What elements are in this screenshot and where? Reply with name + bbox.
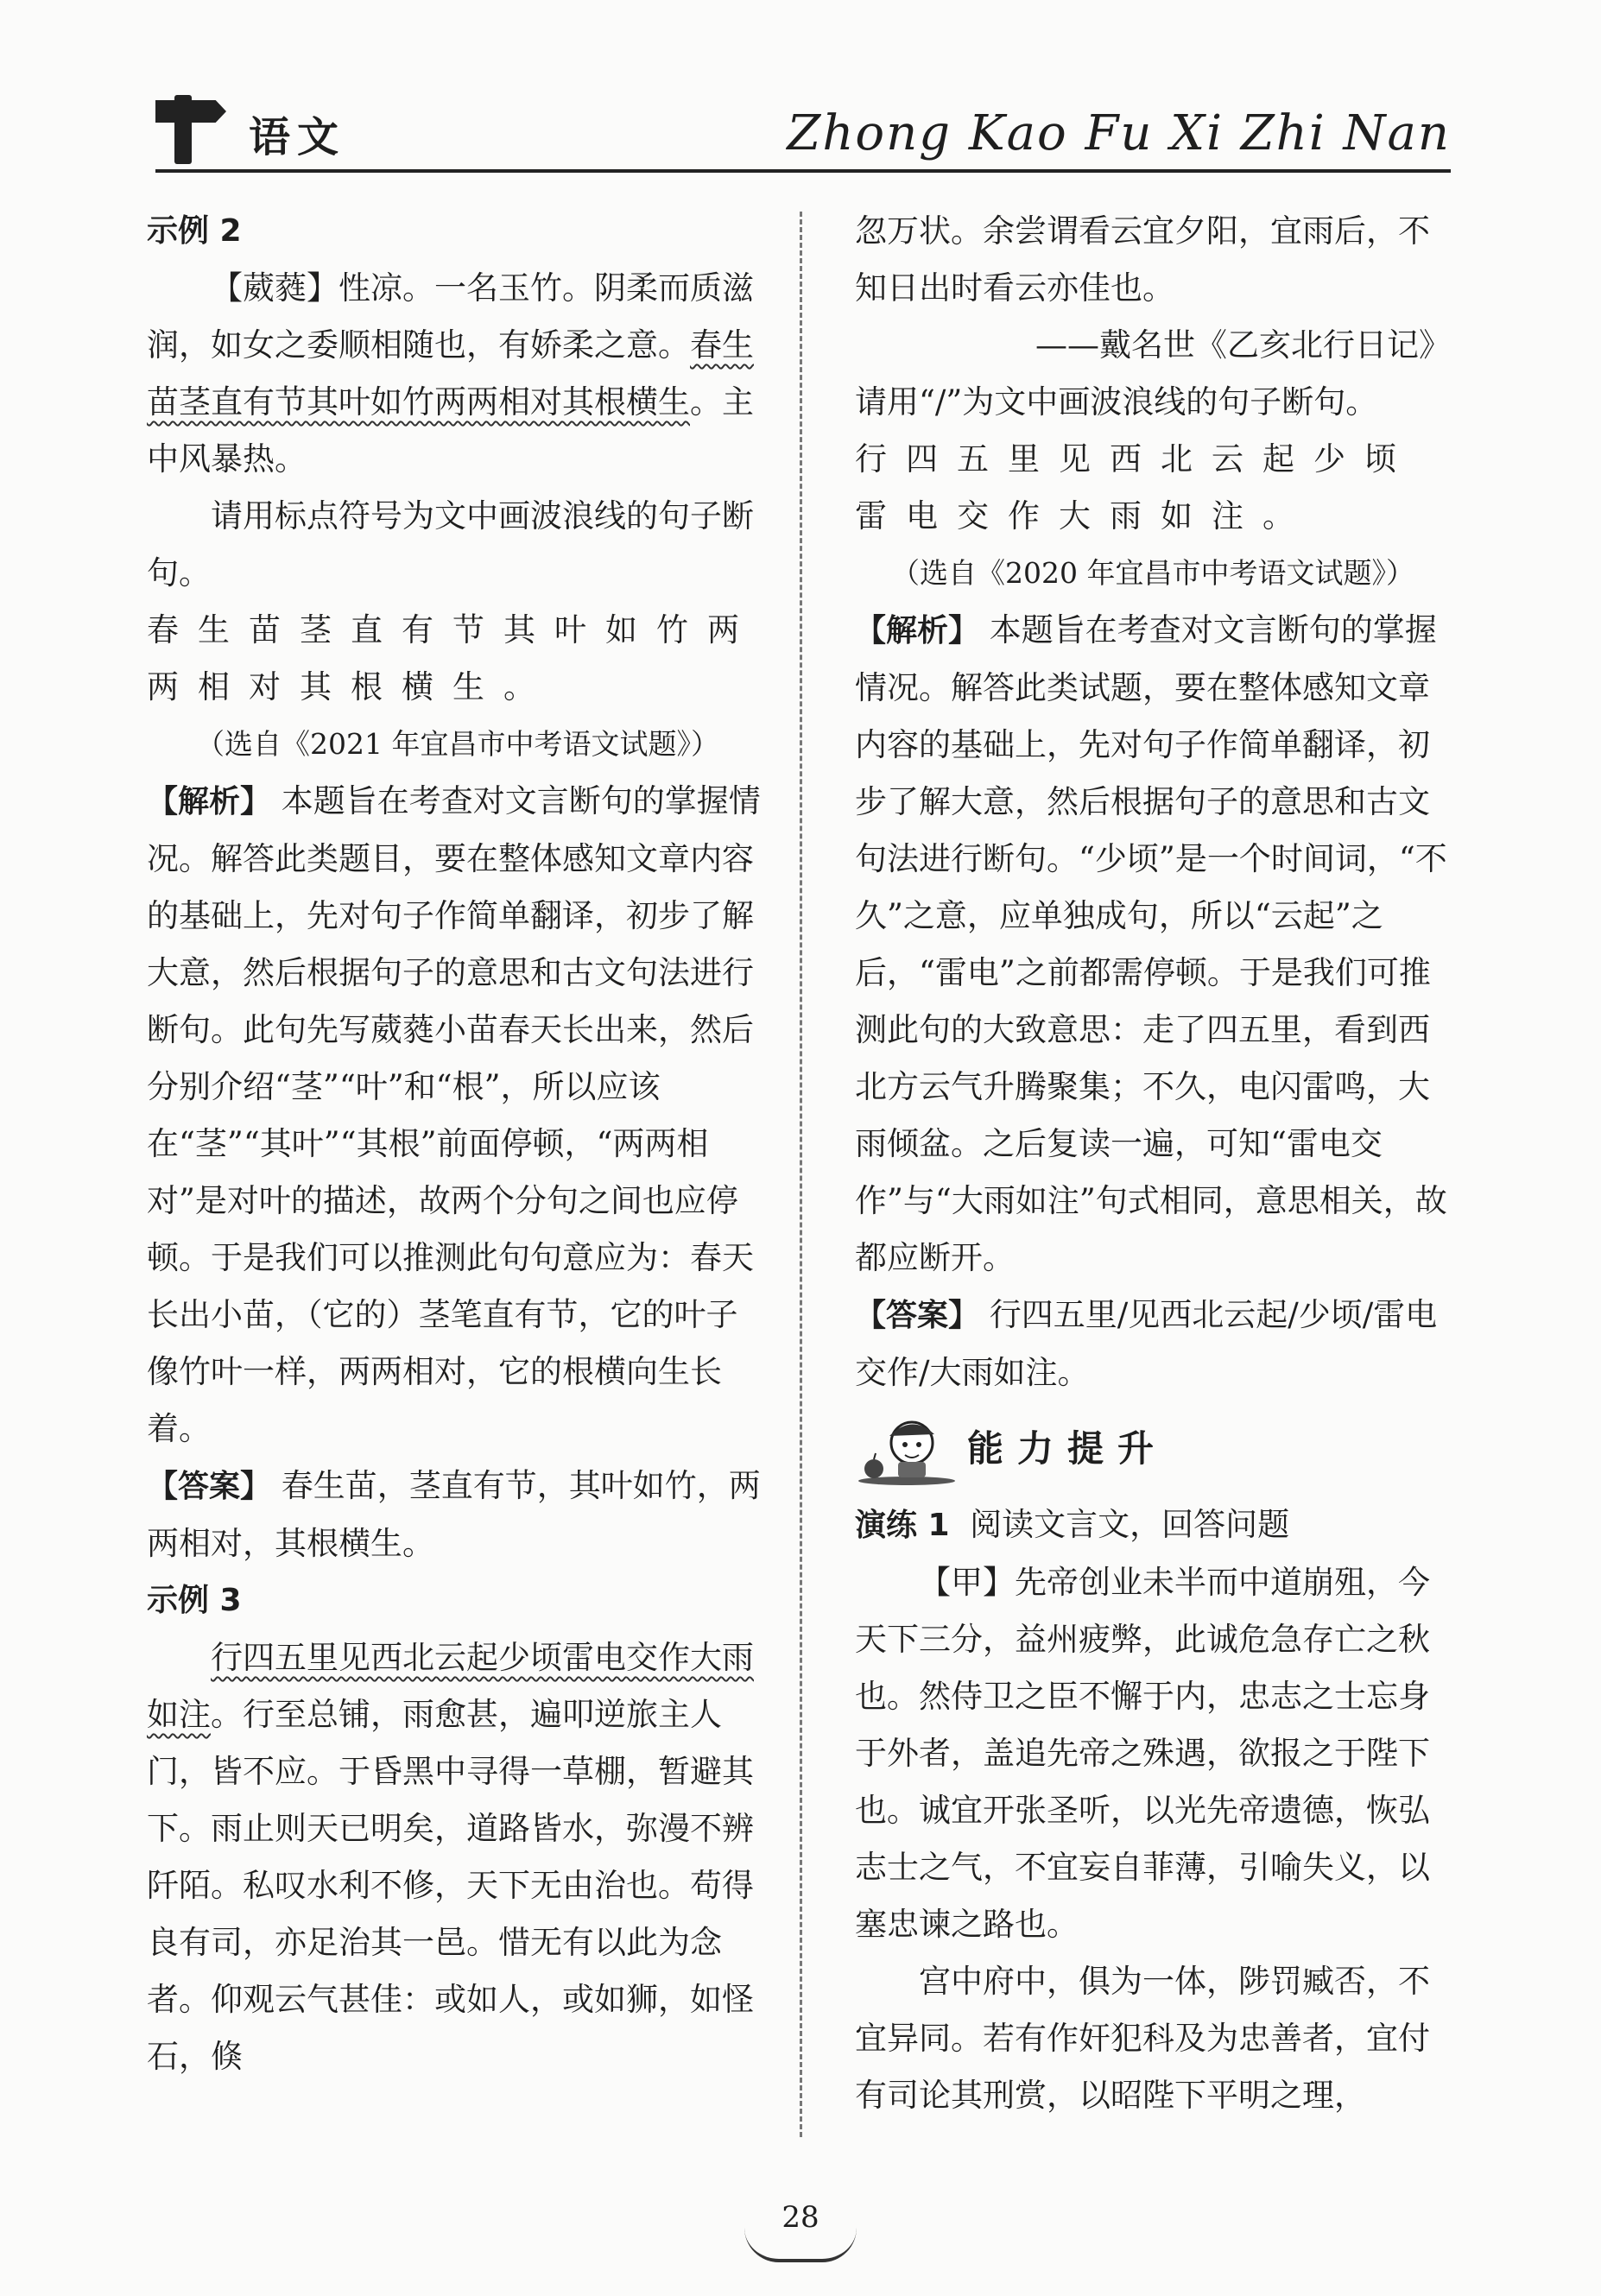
jia-passage-p1: 【甲】先帝创业未半而中道崩殂，今天下三分，益州疲弊，此诚危急存亡之秋也。然侍卫之臣不懈于内，忠志之士忘身于外者，盖追先帝之殊遇，欲报之于陛下也。诚宜开张圣听，以光先帝遗德，恢弘志士之气，不宜妄自菲薄，引喻失义，以塞忠谏之路也。 [855, 1564, 1430, 1943]
example-3-source: （选自《2020 年宜昌市中考语文试题》） [891, 556, 1414, 590]
section-title: 能力提升 [967, 1427, 1168, 1470]
left-column [147, 203, 769, 2085]
mascot-icon [855, 1408, 959, 1486]
example-3-title: 示例 3 [147, 1583, 242, 1618]
example-3-analysis: 【解析】 本题旨在考查对文言断句的掌握情况。解答此类试题，要在整体感知文章内容的基础上，先对句子作简单翻译，初步了解大意，然后根据句子的意思和古文句法进行断句。“少顷”是一个时间词，“不久”之意，应单独成句，所以“云起”之后，“雷电”之前都需停顿。于是我们可推测此句的大致意思：走了四五里，看到西北方云气升腾聚集；不久，电闪雷鸣，大雨倾盆。之后复读一遍，可知“雷电交作”与“大雨如注”句式相同，意思相关，故都应断开。 [855, 611, 1447, 1276]
page-number-ornament [744, 2228, 857, 2262]
example-2-passage: 【葳蕤】性凉。一名玉竹。阴柔而质滋润，如女之委顺相随也，有娇柔之意。春生苗茎直有节其叶如竹两两相对其根横生。主中风暴热。 [147, 269, 754, 478]
example-2-title: 示例 2 [147, 213, 242, 249]
subject-title: 语文 [249, 113, 346, 161]
example-2-answer: 【答案】 春生苗，茎直有节，其叶如竹，两两相对，其根横生。 [147, 1467, 761, 1562]
wavy-underlined-sentence: 行四五里见西北云起少顷雷电交作大雨如注 [147, 1639, 754, 1733]
jia-passage-p2: 宫中府中，俱为一体，陟罚臧否，不宜异同。若有作奸犯科及为忠善者，宜付有司论其刑赏，以昭陛下平明之理， [855, 1963, 1430, 2114]
header-rule [155, 169, 1451, 173]
example-3-attribution: ——戴名世《乙亥北行日记》 [1035, 326, 1451, 364]
page-header [155, 79, 1451, 174]
right-column [855, 203, 1451, 2124]
example-2-source: （选自《2021 年宜昌市中考语文试题》） [196, 727, 719, 761]
example-3-question: 请用“/”为文中画波浪线的句子断句。 [855, 383, 1378, 421]
page-number: 28 [782, 2200, 819, 2235]
wavy-underlined-sentence: 春生苗茎直有节其叶如竹两两相对其根横生 [147, 326, 754, 421]
example-3-blank-sentence: 行四五里见西北云起少顷雷电交作大雨如注。 [855, 440, 1415, 534]
series-title: Zhong Kao Fu Xi Zhi Nan [787, 105, 1451, 161]
drill-1-heading: 演练 1 阅读文言文，回答问题 [855, 1506, 1290, 1543]
example-3-passage-cont: 忽万状。余尝谓看云宜夕阳，宜雨后，不知日出时看云亦佳也。 [855, 212, 1430, 307]
example-3-answer: 【答案】 行四五里/见西北云起/少顷/雷电交作/大雨如注。 [855, 1296, 1438, 1391]
column-divider [800, 212, 802, 2137]
example-2-question: 请用标点符号为文中画波浪线的句子断句。 [147, 497, 754, 591]
example-2-analysis: 【解析】 本题旨在考查对文言断句的掌握情况。解答此类题目，要在整体感知文章内容的基础上，先对句子作简单翻译，初步了解大意，然后根据句子的意思和古文句法进行断句。此句先写葳蕤小苗春天长出来，然后分别介绍“茎”“叶”和“根”，所以应该在“茎”“其叶”“其根”前面停顿，“两两相对”是对叶的描述，故两个分句之间也应停顿。于是我们可以推测此句句意应为：春天长出小苗，（它的）茎笔直有节，它的叶子像竹叶一样，两两相对，它的根横向生长着。 [147, 782, 761, 1447]
example-3-passage: 行四五里见西北云起少顷雷电交作大雨如注。行至总铺，雨愈甚，遍叩逆旅主人门，皆不应。于昏黑中寻得一草棚，暂避其下。雨止则天已明矣，道路皆水，弥漫不辨阡陌。私叹水利不修，天下无由治也。苟得良有司，亦足治其一邑。惜无有以此为念者。仰观云气甚佳：或如人，或如狮，如怪石，倏 [147, 1639, 754, 2075]
example-2-blank-sentence: 春生苗茎直有节其叶如竹两两相对其根横生。 [147, 611, 758, 705]
ability-section-header [855, 1408, 1451, 1491]
